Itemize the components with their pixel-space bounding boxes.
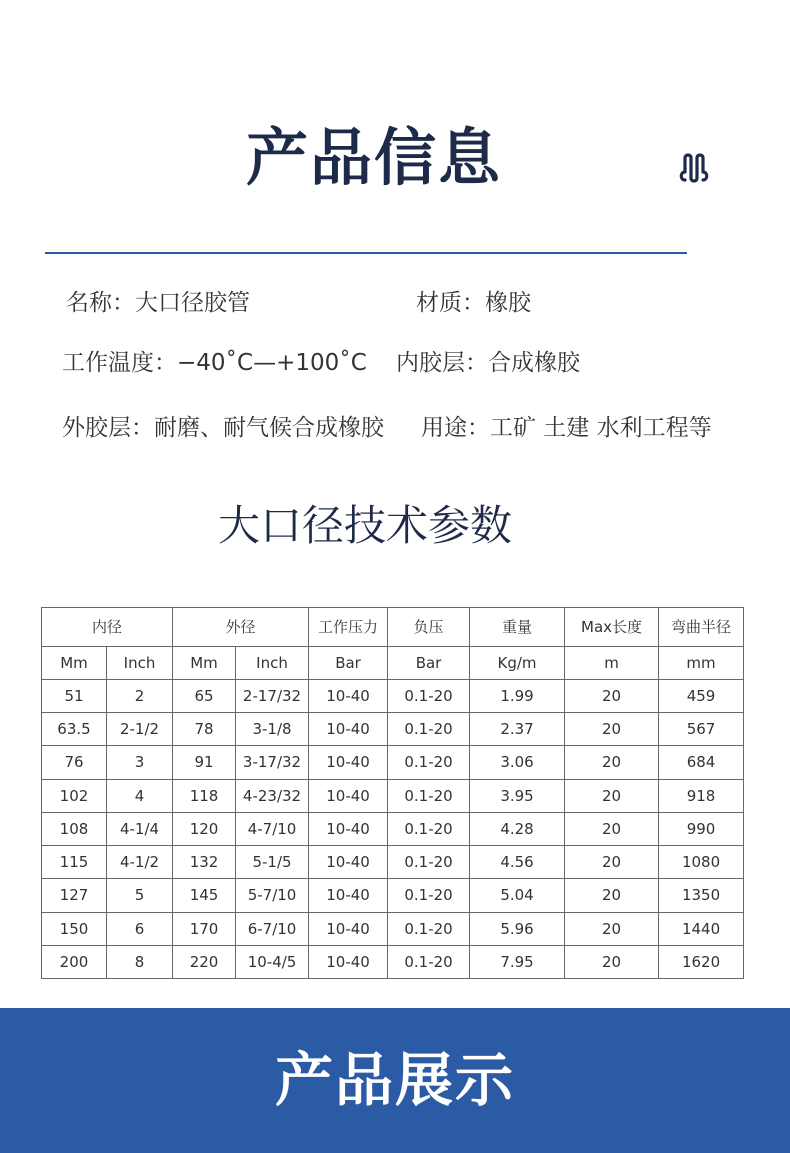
table-cell: 115 xyxy=(42,846,107,879)
table-cell: 78 xyxy=(173,713,236,746)
table-cell: 2 xyxy=(107,679,173,712)
table-unit-header-row xyxy=(42,646,744,679)
table-cell: 120 xyxy=(173,812,236,845)
table-cell: 1.99 xyxy=(470,679,565,712)
unit-cell: Mm xyxy=(42,646,107,679)
table-cell: 0.1-20 xyxy=(388,746,470,779)
title-divider xyxy=(45,252,687,254)
table-cell: 3.06 xyxy=(470,746,565,779)
table-cell: 459 xyxy=(659,679,744,712)
table-cell: 3 xyxy=(107,746,173,779)
header-weight: 重量 xyxy=(470,608,565,647)
table-cell: 102 xyxy=(42,779,107,812)
table-cell: 8 xyxy=(107,945,173,978)
table-cell: 0.1-20 xyxy=(388,679,470,712)
table-cell: 170 xyxy=(173,912,236,945)
unit-cell: Bar xyxy=(388,646,470,679)
table-group-header-row xyxy=(42,608,744,647)
info-name: 名称：大口径胶管 xyxy=(66,290,250,316)
table-cell: 5.96 xyxy=(470,912,565,945)
table-cell: 0.1-20 xyxy=(388,812,470,845)
table-cell: 10-40 xyxy=(309,912,388,945)
table-cell: 4.28 xyxy=(470,812,565,845)
table-cell: 2-17/32 xyxy=(236,679,309,712)
table-cell: 91 xyxy=(173,746,236,779)
table-cell: 10-40 xyxy=(309,679,388,712)
page-title: 产品信息 xyxy=(246,121,503,194)
header-max-length: Max长度 xyxy=(565,608,659,647)
table-cell: 0.1-20 xyxy=(388,779,470,812)
table-cell: 4-1/4 xyxy=(107,812,173,845)
table-row xyxy=(42,945,744,978)
table-cell: 567 xyxy=(659,713,744,746)
table-cell: 684 xyxy=(659,746,744,779)
table-cell: 6-7/10 xyxy=(236,912,309,945)
table-cell: 5.04 xyxy=(470,879,565,912)
table-cell: 0.1-20 xyxy=(388,713,470,746)
unit-cell: Mm xyxy=(173,646,236,679)
table-cell: 20 xyxy=(565,879,659,912)
table-cell: 6 xyxy=(107,912,173,945)
unit-cell: Inch xyxy=(107,646,173,679)
table-cell: 4-7/10 xyxy=(236,812,309,845)
table-cell: 0.1-20 xyxy=(388,945,470,978)
footer-title: 产品展示 xyxy=(274,1046,515,1114)
table-row xyxy=(42,912,744,945)
table-row xyxy=(42,713,744,746)
table-cell: 150 xyxy=(42,912,107,945)
table-cell: 4.56 xyxy=(470,846,565,879)
table-cell: 1620 xyxy=(659,945,744,978)
table-cell: 76 xyxy=(42,746,107,779)
table-cell: 20 xyxy=(565,779,659,812)
table-cell: 3-1/8 xyxy=(236,713,309,746)
table-cell: 2.37 xyxy=(470,713,565,746)
unit-cell: mm xyxy=(659,646,744,679)
table-row xyxy=(42,879,744,912)
table-cell: 220 xyxy=(173,945,236,978)
table-row xyxy=(42,679,744,712)
info-material: 材质：橡胶 xyxy=(416,290,531,316)
table-cell: 200 xyxy=(42,945,107,978)
header-outer-diameter: 外径 xyxy=(173,608,309,647)
table-cell: 20 xyxy=(565,945,659,978)
table-row xyxy=(42,812,744,845)
table-cell: 1440 xyxy=(659,912,744,945)
footer-band xyxy=(0,1008,790,1153)
table-cell: 10-40 xyxy=(309,812,388,845)
table-cell: 5 xyxy=(107,879,173,912)
table-cell: 4-1/2 xyxy=(107,846,173,879)
table-cell: 118 xyxy=(173,779,236,812)
table-cell: 20 xyxy=(565,713,659,746)
info-temperature: 工作温度：−40˚C—+100˚C xyxy=(62,350,367,376)
table-cell: 3-17/32 xyxy=(236,746,309,779)
table-cell: 20 xyxy=(565,846,659,879)
hose-loop-icon xyxy=(676,150,712,186)
table-row xyxy=(42,846,744,879)
table-cell: 20 xyxy=(565,679,659,712)
table-cell: 990 xyxy=(659,812,744,845)
table-cell: 10-40 xyxy=(309,945,388,978)
unit-cell: Kg/m xyxy=(470,646,565,679)
header-bend-radius: 弯曲半径 xyxy=(659,608,744,647)
spec-table xyxy=(41,607,744,979)
unit-cell: Bar xyxy=(309,646,388,679)
table-cell: 1080 xyxy=(659,846,744,879)
table-cell: 4-23/32 xyxy=(236,779,309,812)
table-row xyxy=(42,746,744,779)
table-cell: 63.5 xyxy=(42,713,107,746)
unit-cell: m xyxy=(565,646,659,679)
table-cell: 0.1-20 xyxy=(388,846,470,879)
table-cell: 10-40 xyxy=(309,779,388,812)
table-cell: 0.1-20 xyxy=(388,879,470,912)
table-cell: 4 xyxy=(107,779,173,812)
table-cell: 145 xyxy=(173,879,236,912)
table-cell: 5-7/10 xyxy=(236,879,309,912)
table-cell: 10-40 xyxy=(309,879,388,912)
table-cell: 918 xyxy=(659,779,744,812)
unit-cell: Inch xyxy=(236,646,309,679)
info-outer-layer: 外胶层：耐磨、耐气候合成橡胶 xyxy=(62,415,384,441)
header-vacuum: 负压 xyxy=(388,608,470,647)
table-cell: 65 xyxy=(173,679,236,712)
table-cell: 2-1/2 xyxy=(107,713,173,746)
table-cell: 20 xyxy=(565,812,659,845)
table-cell: 1350 xyxy=(659,879,744,912)
table-cell: 3.95 xyxy=(470,779,565,812)
section-title: 大口径技术参数 xyxy=(217,501,512,550)
header-inner-diameter: 内径 xyxy=(42,608,173,647)
table-cell: 5-1/5 xyxy=(236,846,309,879)
table-cell: 127 xyxy=(42,879,107,912)
table-cell: 7.95 xyxy=(470,945,565,978)
table-cell: 10-4/5 xyxy=(236,945,309,978)
table-cell: 20 xyxy=(565,746,659,779)
table-cell: 132 xyxy=(173,846,236,879)
table-cell: 10-40 xyxy=(309,746,388,779)
table-cell: 108 xyxy=(42,812,107,845)
table-cell: 10-40 xyxy=(309,846,388,879)
table-cell: 51 xyxy=(42,679,107,712)
info-usage: 用途：工矿 土建 水利工程等 xyxy=(421,415,712,441)
table-row xyxy=(42,779,744,812)
info-inner-layer: 内胶层：合成橡胶 xyxy=(396,350,580,376)
header-working-pressure: 工作压力 xyxy=(309,608,388,647)
table-cell: 10-40 xyxy=(309,713,388,746)
table-cell: 0.1-20 xyxy=(388,912,470,945)
table-cell: 20 xyxy=(565,912,659,945)
